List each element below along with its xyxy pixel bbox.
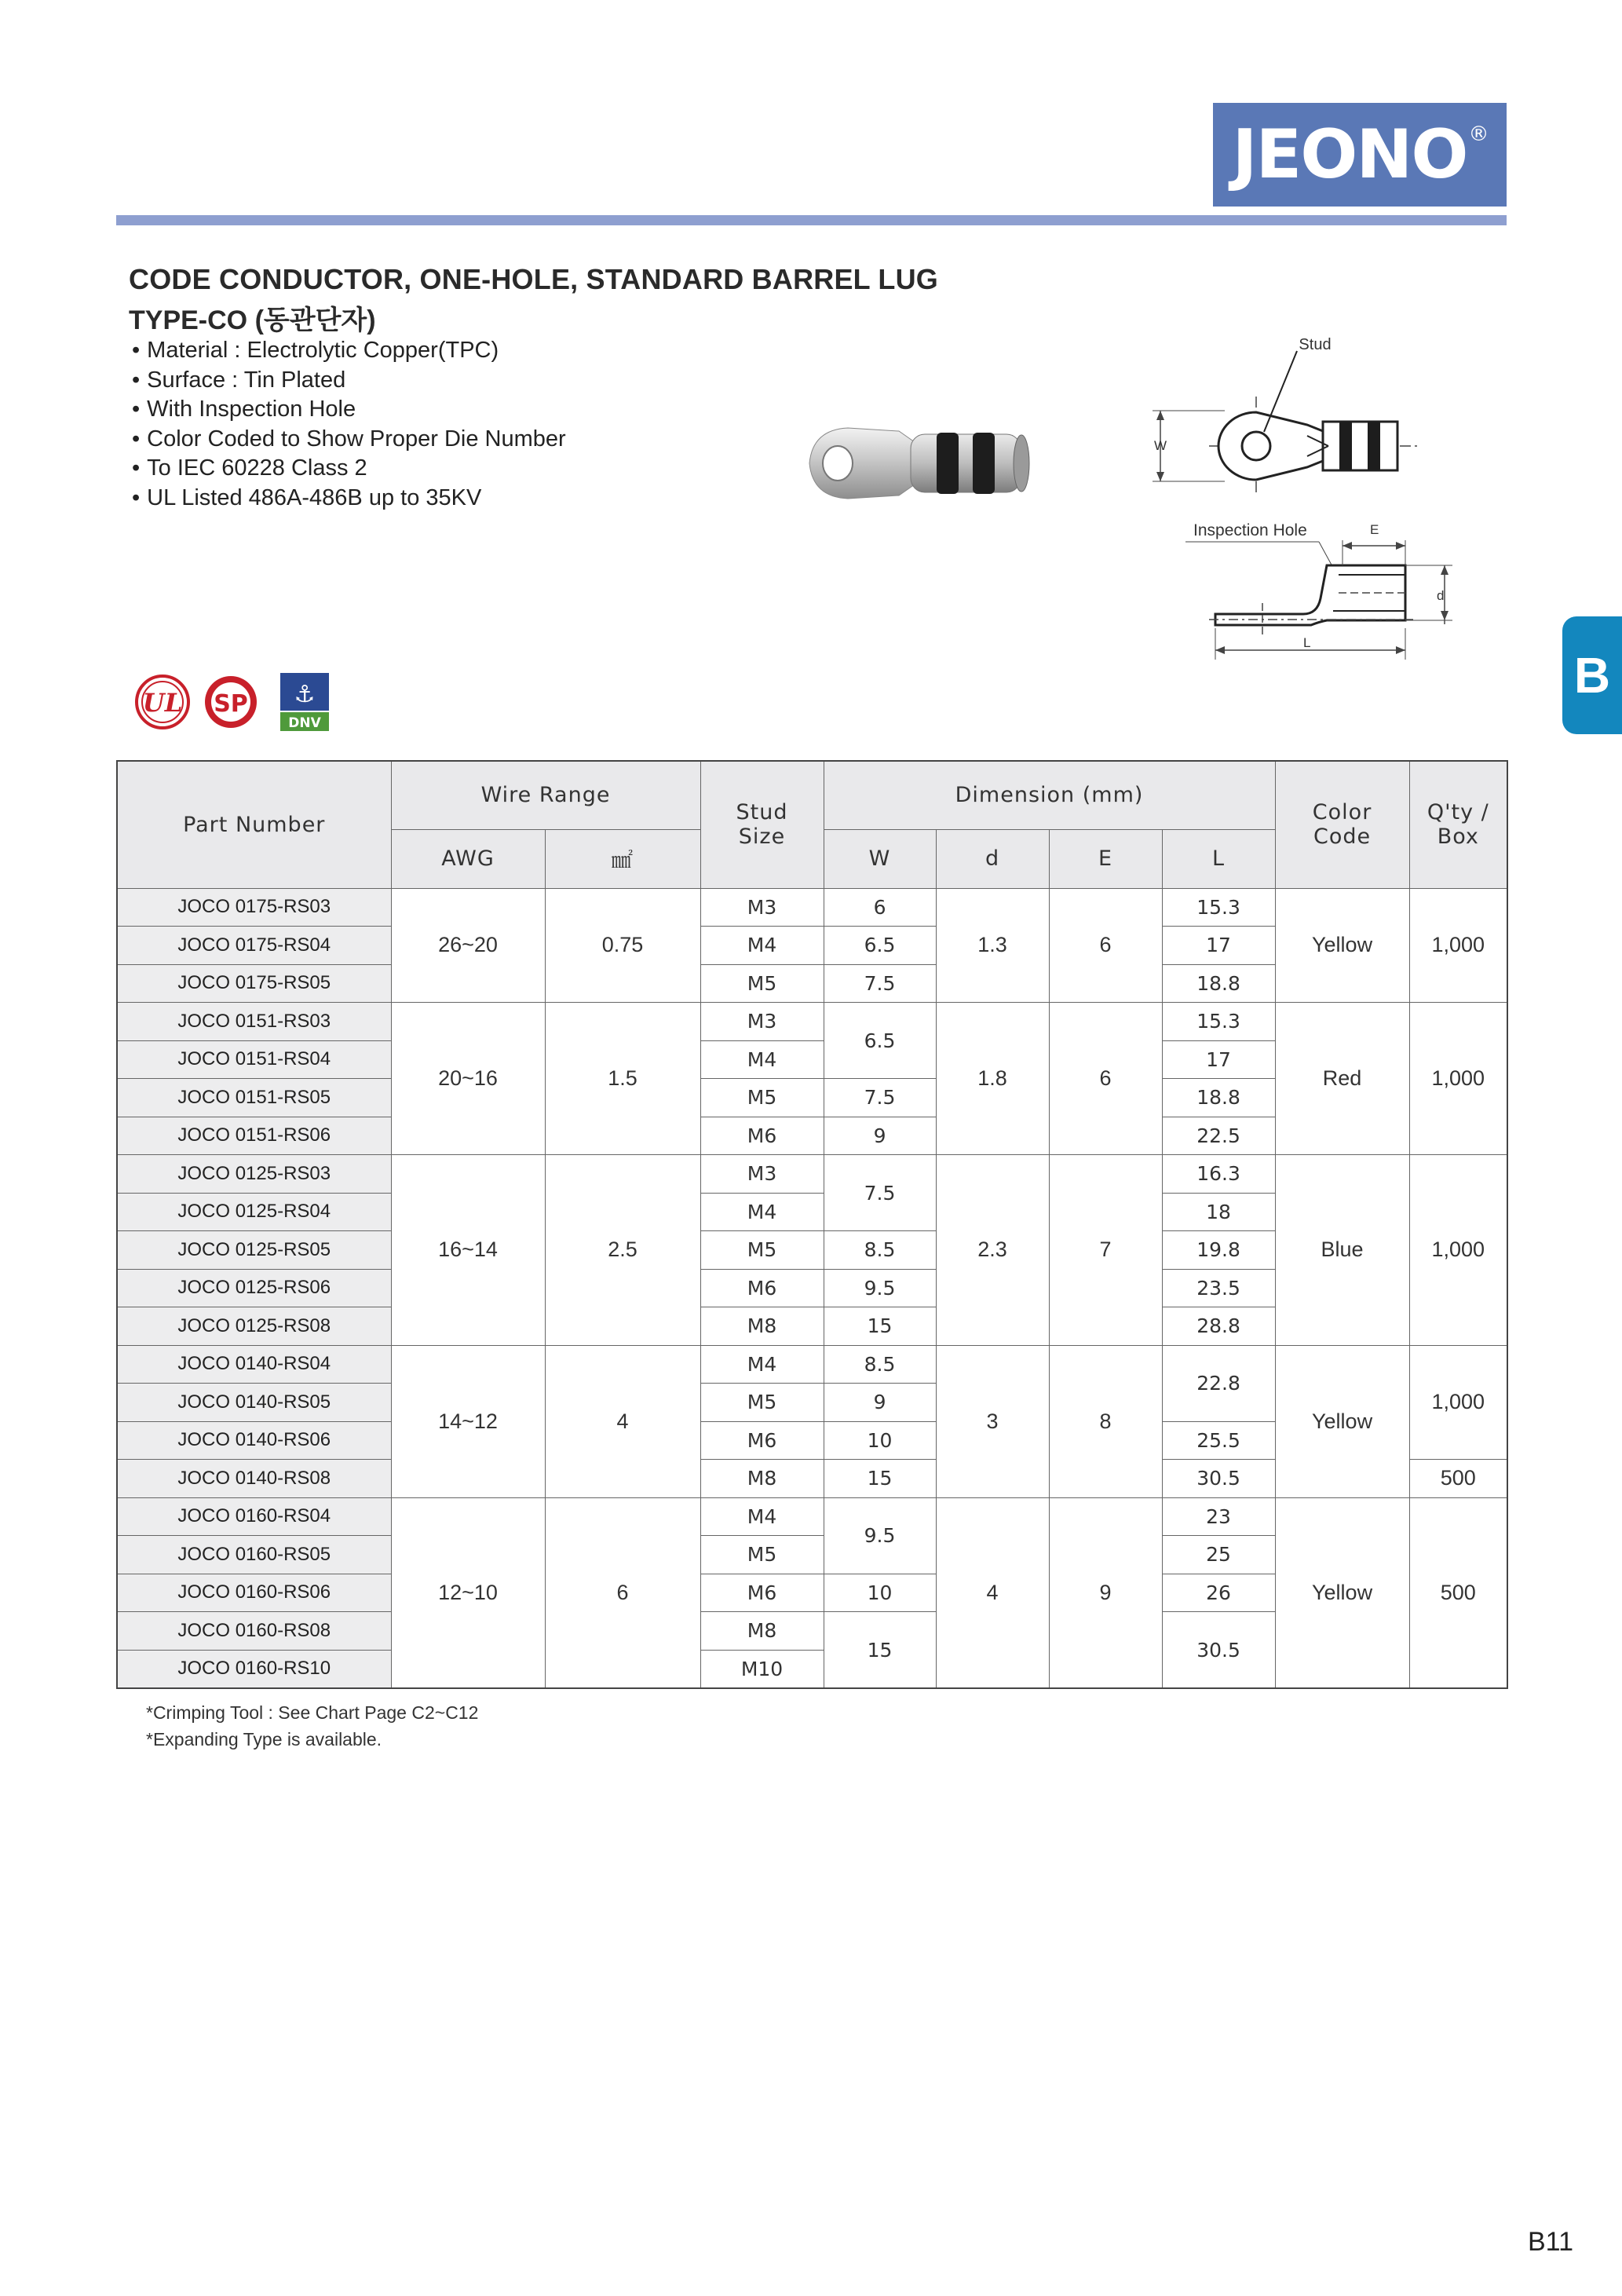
l-cell: 18.8	[1162, 1079, 1275, 1117]
stud-cell: M5	[700, 1384, 824, 1422]
part-number-cell: JOCO 0140-RS04	[117, 1345, 391, 1384]
mm2-cell: 6	[545, 1497, 700, 1688]
w-cell: 6	[824, 888, 936, 927]
col-part-number: Part Number	[117, 761, 391, 888]
stud-cell: M10	[700, 1650, 824, 1688]
w-cell: 6.5	[824, 927, 936, 965]
l-cell: 23.5	[1162, 1269, 1275, 1307]
part-number-cell: JOCO 0140-RS08	[117, 1460, 391, 1498]
qty-cell: 500	[1409, 1497, 1507, 1688]
d-cell: 1.3	[936, 888, 1049, 1003]
qty-cell: 1,000	[1409, 1345, 1507, 1460]
e-cell: 9	[1049, 1497, 1162, 1688]
l-cell: 18	[1162, 1193, 1275, 1231]
part-number-cell: JOCO 0160-RS06	[117, 1574, 391, 1612]
l-cell: 25.5	[1162, 1421, 1275, 1460]
part-number-cell: JOCO 0140-RS05	[117, 1384, 391, 1422]
w-cell: 10	[824, 1421, 936, 1460]
col-dimension: Dimension (mm)	[824, 761, 1275, 829]
w-cell: 6.5	[824, 1003, 936, 1079]
top-view-diagram	[1146, 334, 1445, 506]
w-cell: 9.5	[824, 1269, 936, 1307]
part-number-cell: JOCO 0160-RS04	[117, 1497, 391, 1536]
w-cell: 9	[824, 1384, 936, 1422]
l-cell: 30.5	[1162, 1612, 1275, 1689]
awg-cell: 16~14	[391, 1155, 545, 1346]
stud-cell: M3	[700, 888, 824, 927]
stud-label: Stud	[1299, 336, 1332, 353]
awg-cell: 26~20	[391, 888, 545, 1003]
spec-table	[116, 760, 1508, 1689]
w-cell: 8.5	[824, 1345, 936, 1384]
col-awg: AWG	[391, 829, 545, 888]
col-l: L	[1162, 829, 1275, 888]
part-number-cell: JOCO 0151-RS06	[117, 1117, 391, 1155]
mm2-cell: 1.5	[545, 1003, 700, 1155]
w-cell: 15	[824, 1612, 936, 1689]
l-cell: 19.8	[1162, 1231, 1275, 1270]
qty-cell: 500	[1409, 1460, 1507, 1498]
mm2-cell: 4	[545, 1345, 700, 1497]
w-cell: 15	[824, 1460, 936, 1498]
e-cell: 6	[1049, 888, 1162, 1003]
stud-cell: M5	[700, 1231, 824, 1270]
e-cell: 6	[1049, 1003, 1162, 1155]
page-number: B11	[1528, 2227, 1573, 2257]
part-number-cell: JOCO 0125-RS04	[117, 1193, 391, 1231]
brand-name: JEONO	[1232, 115, 1467, 194]
stud-cell: M6	[700, 1117, 824, 1155]
w-cell: 8.5	[824, 1231, 936, 1270]
stud-cell: M8	[700, 1460, 824, 1498]
w-cell: 9.5	[824, 1497, 936, 1574]
l-cell: 15.3	[1162, 1003, 1275, 1041]
d-cell: 4	[936, 1497, 1049, 1688]
dim-w-label: W	[1153, 438, 1167, 453]
stud-cell: M8	[700, 1307, 824, 1346]
table-row	[117, 1345, 1507, 1384]
stud-cell: M6	[700, 1421, 824, 1460]
feature-item: • Material : Electrolytic Copper(TPC)	[132, 336, 566, 366]
part-number-cell: JOCO 0125-RS05	[117, 1231, 391, 1270]
page-subtitle: TYPE-CO (동관단자)	[129, 305, 376, 335]
l-cell: 17	[1162, 1040, 1275, 1079]
w-cell: 7.5	[824, 964, 936, 1003]
feature-item: • With Inspection Hole	[132, 395, 566, 425]
l-cell: 15.3	[1162, 888, 1275, 927]
l-cell: 22.5	[1162, 1117, 1275, 1155]
d-cell: 3	[936, 1345, 1049, 1497]
col-w: W	[824, 829, 936, 888]
stud-cell: M4	[700, 1193, 824, 1231]
brand-logo	[1213, 103, 1507, 207]
part-number-cell: JOCO 0160-RS05	[117, 1536, 391, 1574]
side-view-diagram	[1178, 510, 1468, 667]
stud-cell: M6	[700, 1269, 824, 1307]
lug-product-image	[805, 420, 1032, 514]
stud-cell: M4	[700, 1040, 824, 1079]
l-cell: 30.5	[1162, 1460, 1275, 1498]
table-row	[117, 888, 1507, 927]
w-cell: 15	[824, 1307, 936, 1346]
l-cell: 22.8	[1162, 1345, 1275, 1421]
stud-cell: M3	[700, 1003, 824, 1041]
table-row	[117, 1003, 1507, 1041]
feature-item: • To IEC 60228 Class 2	[132, 454, 566, 484]
ul-mark-text: UL	[142, 688, 183, 718]
page-title: CODE CONDUCTOR, ONE-HOLE, STANDARD BARREL LUG	[129, 263, 939, 295]
stud-cell: M4	[700, 1345, 824, 1384]
dim-e-label: E	[1370, 522, 1379, 537]
part-number-cell: JOCO 0151-RS03	[117, 1003, 391, 1041]
stud-cell: M8	[700, 1612, 824, 1651]
registered-mark: ®	[1468, 122, 1488, 146]
footnote: *Crimping Tool : See Chart Page C2~C12	[146, 1702, 479, 1723]
awg-cell: 14~12	[391, 1345, 545, 1497]
part-number-cell: JOCO 0175-RS05	[117, 964, 391, 1003]
color-cell: Yellow	[1275, 1345, 1409, 1497]
color-cell: Yellow	[1275, 888, 1409, 1003]
dnv-mark-text: DNV	[288, 715, 321, 731]
stud-cell: M5	[700, 964, 824, 1003]
part-number-cell: JOCO 0151-RS05	[117, 1079, 391, 1117]
part-number-cell: JOCO 0125-RS03	[117, 1155, 391, 1194]
d-cell: 2.3	[936, 1155, 1049, 1346]
part-number-cell: JOCO 0160-RS08	[117, 1612, 391, 1651]
l-cell: 25	[1162, 1536, 1275, 1574]
e-cell: 8	[1049, 1345, 1162, 1497]
inspection-hole-label: Inspection Hole	[1193, 521, 1307, 539]
table-row	[117, 1497, 1507, 1536]
csa-mark-text: SP	[214, 690, 248, 718]
color-cell: Blue	[1275, 1155, 1409, 1346]
w-cell: 7.5	[824, 1155, 936, 1231]
l-cell: 18.8	[1162, 964, 1275, 1003]
footnotes	[146, 1699, 478, 1753]
col-e: E	[1049, 829, 1162, 888]
csa-mark-icon	[205, 676, 257, 728]
part-number-cell: JOCO 0140-RS06	[117, 1421, 391, 1460]
stud-cell: M5	[700, 1079, 824, 1117]
d-cell: 1.8	[936, 1003, 1049, 1155]
col-wire-range: Wire Range	[391, 761, 700, 829]
svg-text:⚓: ⚓	[294, 681, 316, 708]
awg-cell: 20~16	[391, 1003, 545, 1155]
col-d: d	[936, 829, 1049, 888]
section-tab-b[interactable]: B	[1562, 616, 1622, 734]
feature-list	[132, 336, 566, 513]
w-cell: 9	[824, 1117, 936, 1155]
col-qty: Q'ty / Box	[1409, 761, 1507, 888]
mm2-cell: 0.75	[545, 888, 700, 1003]
awg-cell: 12~10	[391, 1497, 545, 1688]
e-cell: 7	[1049, 1155, 1162, 1346]
part-number-cell: JOCO 0160-RS10	[117, 1650, 391, 1688]
color-cell: Red	[1275, 1003, 1409, 1155]
l-cell: 23	[1162, 1497, 1275, 1536]
dnv-mark-icon	[280, 673, 329, 731]
col-mm2: ㎟	[545, 829, 700, 888]
l-cell: 28.8	[1162, 1307, 1275, 1346]
table-row	[117, 1155, 1507, 1194]
feature-item: • Surface : Tin Plated	[132, 366, 566, 396]
part-number-cell: JOCO 0125-RS06	[117, 1269, 391, 1307]
qty-cell: 1,000	[1409, 1155, 1507, 1346]
stud-cell: M4	[700, 927, 824, 965]
l-cell: 16.3	[1162, 1155, 1275, 1194]
mm2-cell: 2.5	[545, 1155, 700, 1346]
dim-d-label: d	[1437, 588, 1445, 603]
qty-cell: 1,000	[1409, 1003, 1507, 1155]
ul-mark-icon	[137, 676, 188, 728]
stud-cell: M3	[700, 1155, 824, 1194]
w-cell: 10	[824, 1574, 936, 1612]
w-cell: 7.5	[824, 1079, 936, 1117]
feature-item: • Color Coded to Show Proper Die Number	[132, 425, 566, 455]
stud-cell: M4	[700, 1497, 824, 1536]
col-stud-size: Stud Size	[700, 761, 824, 888]
feature-item: • UL Listed 486A-486B up to 35KV	[132, 484, 566, 514]
part-number-cell: JOCO 0175-RS04	[117, 927, 391, 965]
dim-l-label: L	[1303, 635, 1311, 650]
color-cell: Yellow	[1275, 1497, 1409, 1688]
footnote: *Expanding Type is available.	[146, 1729, 382, 1749]
l-cell: 26	[1162, 1574, 1275, 1612]
stud-cell: M6	[700, 1574, 824, 1612]
stud-cell: M5	[700, 1536, 824, 1574]
header-rule	[116, 215, 1507, 225]
certification-marks	[135, 669, 347, 736]
part-number-cell: JOCO 0125-RS08	[117, 1307, 391, 1346]
qty-cell: 1,000	[1409, 888, 1507, 1003]
part-number-cell: JOCO 0175-RS03	[117, 888, 391, 927]
part-number-cell: JOCO 0151-RS04	[117, 1040, 391, 1079]
l-cell: 17	[1162, 927, 1275, 965]
col-color-code: Color Code	[1275, 761, 1409, 888]
